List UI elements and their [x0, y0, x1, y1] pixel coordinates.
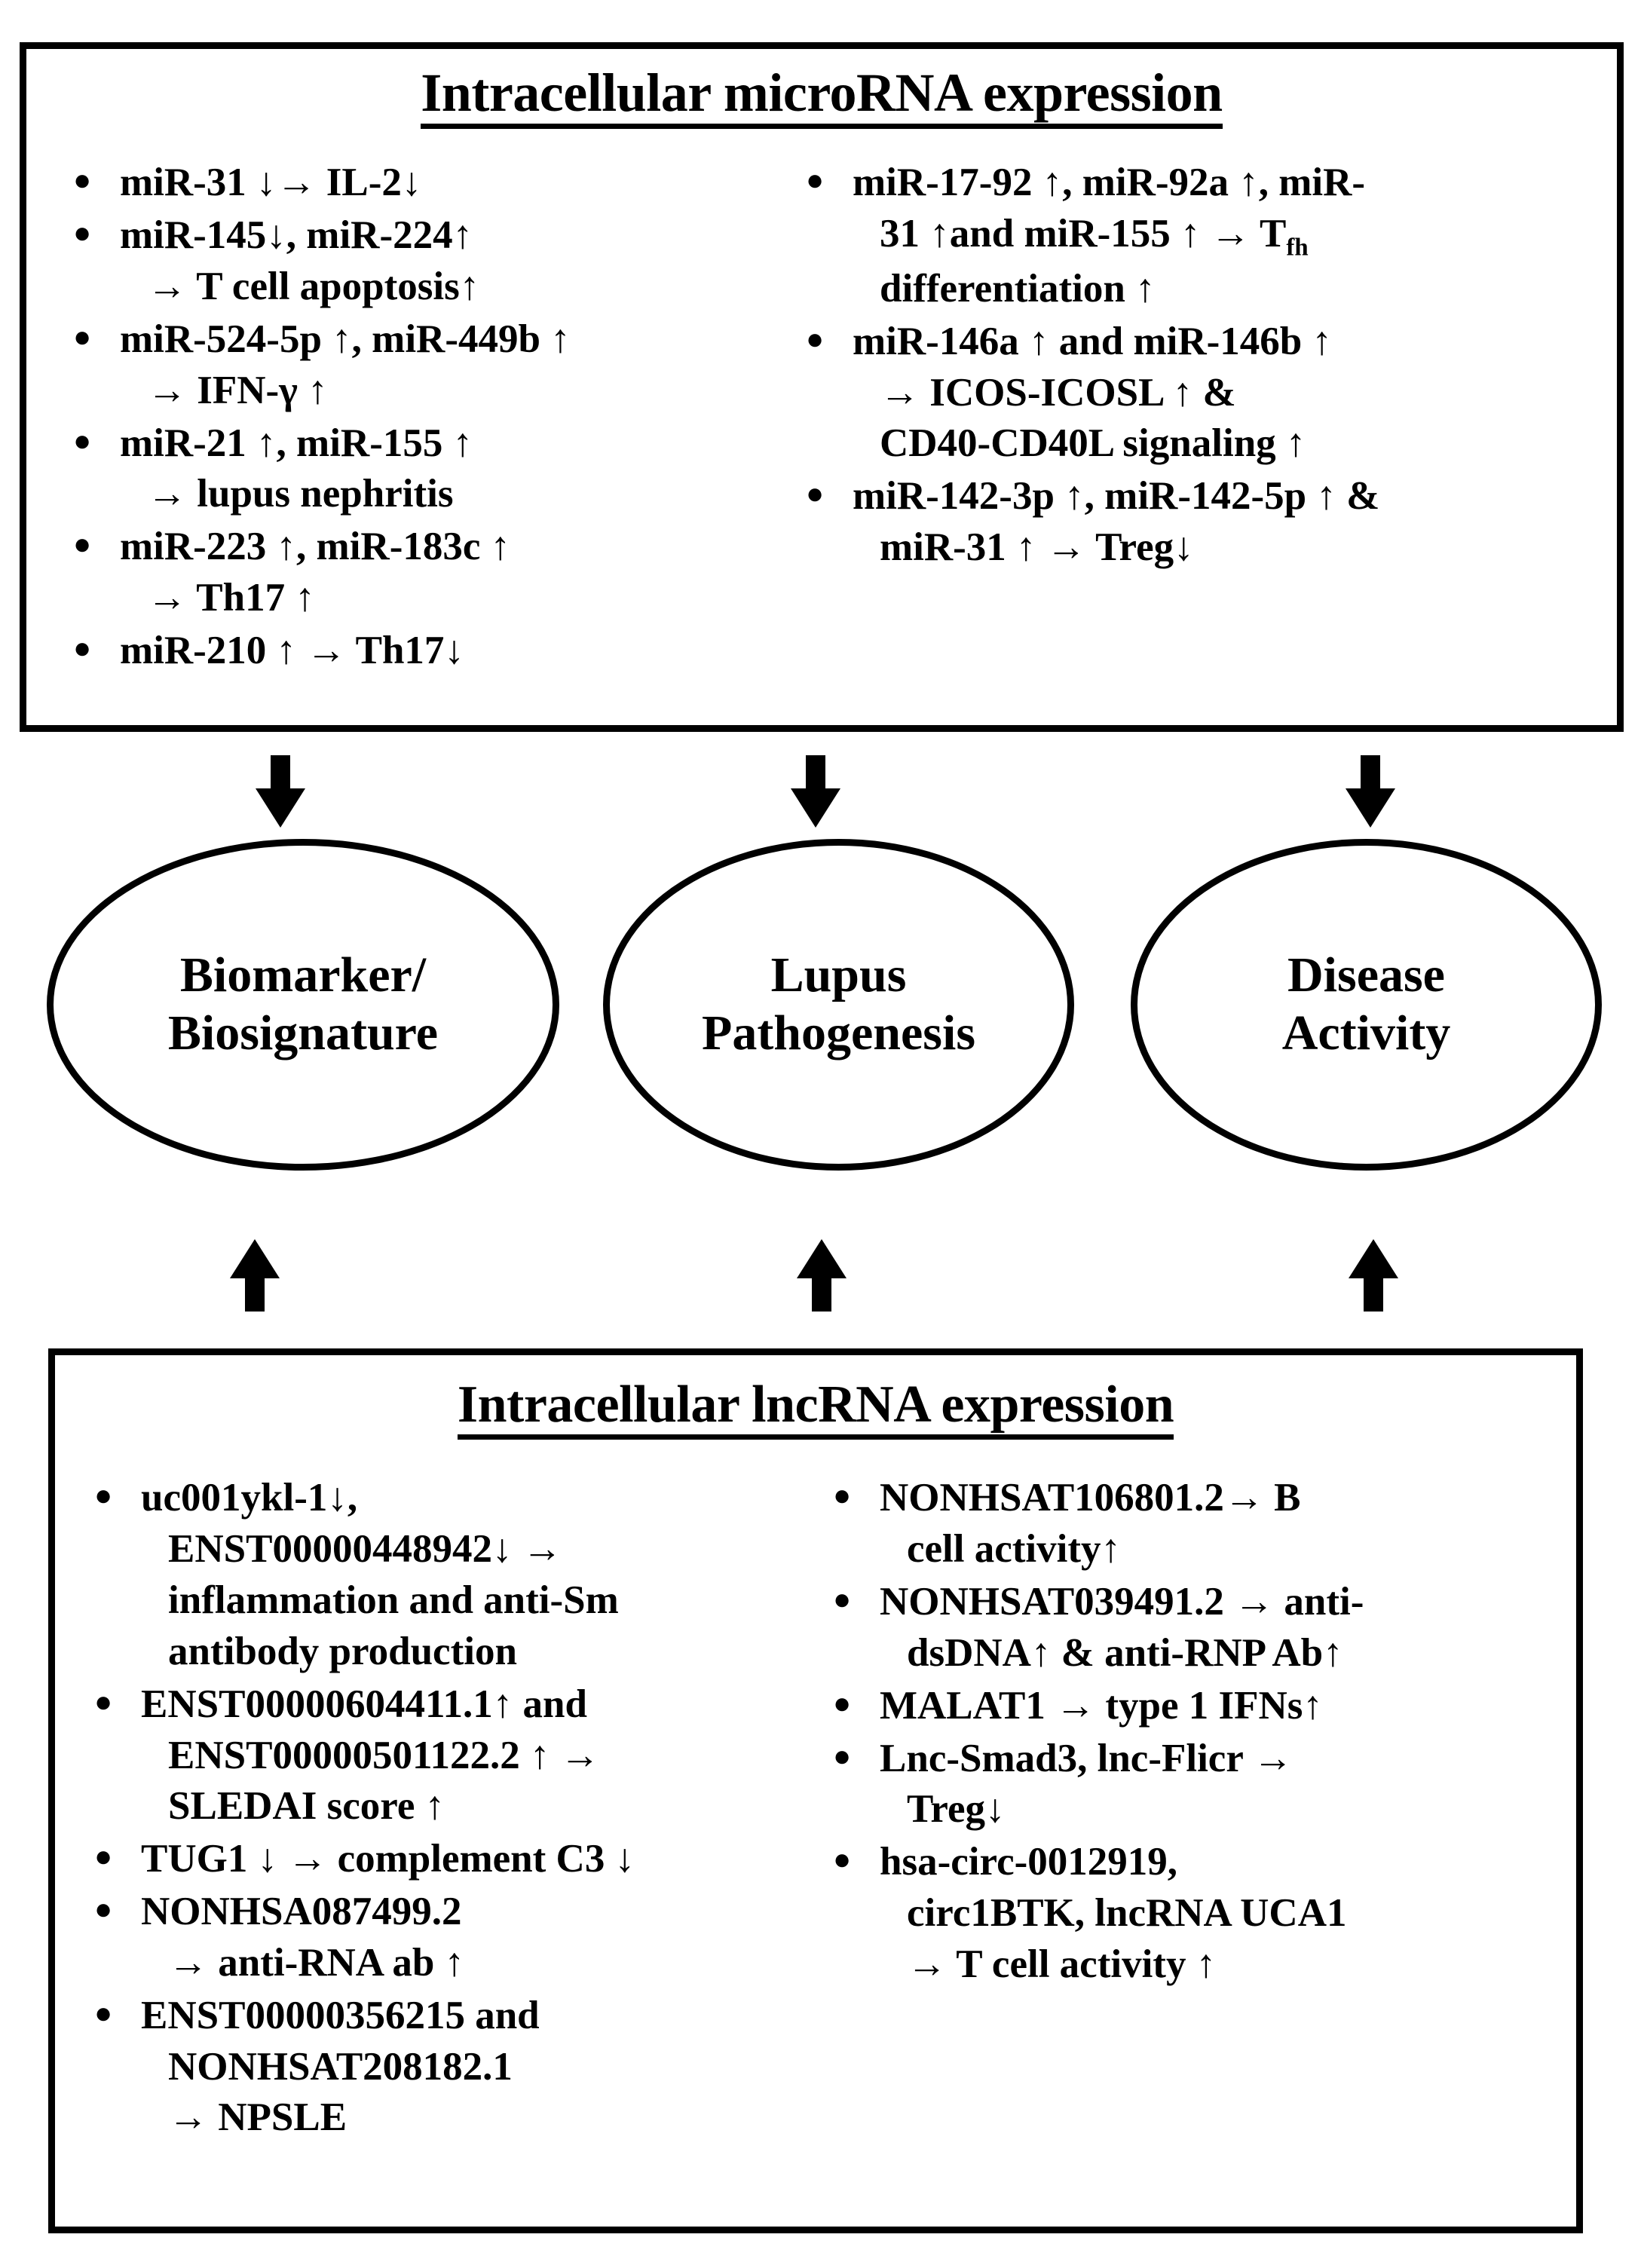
lncrna-left-bullet-line: inflammation and anti-Sm — [168, 1578, 619, 1623]
microrna-right-bullet-item — [801, 471, 1602, 574]
lncrna-left-bullet-line: NONHSA087499.2 — [141, 1890, 462, 1934]
arrow-head — [256, 788, 305, 828]
lncrna-left-bullet-line: ENST00000448942↓ → — [168, 1527, 562, 1572]
subscript: fh — [1286, 234, 1309, 262]
ellipse-label — [168, 947, 438, 1062]
lncrna-left-bullet-line: ENST00000604411.1↑ and — [141, 1682, 587, 1726]
lncrna-panel-title — [55, 1378, 1576, 1440]
lncrna-panel-title-text: Intracellular lncRNA expression — [458, 1378, 1174, 1440]
ellipse-disease-activity — [1131, 839, 1602, 1171]
lncrna-right-bullet-item — [828, 1734, 1563, 1836]
lncrna-left-bullet-item — [90, 1991, 809, 2144]
microrna-left-bullet-line: miR-145↓, miR-224↑ — [120, 213, 473, 258]
arrow-head — [791, 788, 840, 828]
microrna-panel-title — [26, 63, 1617, 129]
lncrna-right-bullet-item — [828, 1473, 1563, 1575]
microrna-left-bullet-line: → Th17 ↑ — [147, 576, 315, 620]
ellipse-label-line1: Biomarker/ — [179, 947, 427, 1003]
lncrna-right-bullet-item — [828, 1837, 1563, 1990]
lncrna-right-bullet-line: NONHSAT106801.2→ B — [880, 1476, 1301, 1520]
microrna-right-bullet-line: differentiation ↑ — [880, 266, 1156, 311]
microrna-left-bullet-line: → lupus nephritis — [147, 472, 454, 516]
microrna-right-bullet-line: miR-31 ↑ → Treg↓ — [880, 525, 1194, 570]
lncrna-left-bullet-item — [90, 1887, 809, 1989]
lncrna-left-bullet-line: uc001ykl-1↓, — [141, 1476, 358, 1520]
microrna-columns — [26, 133, 1617, 678]
lncrna-left-bullet-line: antibody production — [168, 1629, 517, 1673]
lncrna-left-column — [55, 1473, 809, 2145]
arrow-shaft — [245, 1277, 265, 1312]
microrna-right-bullet-line: miR-142-3p ↑, miR-142-5p ↑ & — [853, 474, 1380, 519]
microrna-left-bullet-line: miR-524-5p ↑, miR-449b ↑ — [120, 317, 571, 361]
arrow-head — [797, 1239, 847, 1278]
arrow-shaft — [1364, 1277, 1383, 1312]
lncrna-right-column — [809, 1473, 1563, 1991]
microrna-left-bullet-item — [69, 418, 780, 521]
microrna-expression-panel — [20, 42, 1624, 732]
lncrna-left-bullet-line: → NPSLE — [168, 2095, 347, 2140]
microrna-right-bullet-item — [801, 158, 1602, 314]
lncrna-right-bullet-line: MALAT1 → type 1 IFNs↑ — [880, 1683, 1323, 1728]
lncrna-left-bullet-line: NONHSAT208182.1 — [168, 2044, 513, 2089]
microrna-right-bullet-item — [801, 317, 1602, 470]
lncrna-left-bullet-item — [90, 1834, 809, 1885]
arrow-head — [1349, 1239, 1398, 1278]
lncrna-left-bullet-item — [90, 1679, 809, 1832]
ellipse-biomarker-biosignature — [47, 839, 559, 1171]
lncrna-left-bullet-line: TUG1 ↓ → complement C3 ↓ — [141, 1837, 635, 1881]
lncrna-right-bullet-item — [828, 1681, 1563, 1732]
lncrna-right-bullet-line: → T cell activity ↑ — [907, 1942, 1217, 1986]
ellipse-label — [702, 947, 975, 1062]
microrna-left-bullet-item — [69, 626, 780, 677]
lncrna-left-bullet-list — [90, 1473, 809, 2144]
microrna-left-bullet-line: → IFN-γ ↑ — [147, 368, 328, 412]
microrna-left-bullet-line: miR-31 ↓→ IL-2↓ — [120, 161, 422, 205]
microrna-right-bullet-line: miR-17-92 ↑, miR-92a ↑, miR- — [853, 161, 1366, 205]
lncrna-right-bullet-line: cell activity↑ — [907, 1527, 1122, 1572]
microrna-left-bullet-line: miR-21 ↑, miR-155 ↑ — [120, 421, 473, 465]
lncrna-right-bullet-line: NONHSAT039491.2 → anti- — [880, 1580, 1364, 1624]
ellipse-label-line2: Pathogenesis — [702, 1005, 975, 1061]
lncrna-right-bullet-line: dsDNA↑ & anti-RNP Ab↑ — [907, 1630, 1343, 1675]
microrna-left-bullet-item — [69, 522, 780, 624]
microrna-left-bullet-line: → T cell apoptosis↑ — [147, 265, 480, 309]
ellipse-lupus-pathogenesis — [603, 839, 1074, 1171]
lncrna-right-bullet-item — [828, 1577, 1563, 1679]
microrna-left-column — [26, 158, 780, 678]
microrna-left-bullet-line: miR-210 ↑ → Th17↓ — [120, 628, 464, 672]
arrow-shaft — [812, 1277, 831, 1312]
lncrna-right-bullet-line: Lnc-Smad3, lnc-Flicr → — [880, 1736, 1294, 1780]
lncrna-left-bullet-line: ENST00000501122.2 ↑ → — [168, 1733, 600, 1777]
microrna-right-column — [780, 158, 1602, 574]
microrna-left-bullet-item — [69, 210, 780, 313]
ellipse-label-line2: Activity — [1281, 1005, 1451, 1061]
lncrna-right-bullet-line: Treg↓ — [907, 1787, 1006, 1832]
arrow-head — [230, 1239, 280, 1278]
microrna-right-bullet-line: CD40-CD40L signaling ↑ — [880, 421, 1306, 466]
lncrna-left-bullet-item — [90, 1473, 809, 1677]
lncrna-right-bullet-line: circ1BTK, lncRNA UCA1 — [907, 1891, 1347, 1936]
arrow-head — [1346, 788, 1395, 828]
microrna-panel-title-text: Intracellular microRNA expression — [421, 66, 1222, 129]
microrna-left-bullet-line: miR-223 ↑, miR-183c ↑ — [120, 525, 511, 569]
lncrna-left-bullet-line: ENST00000356215 and — [141, 1993, 540, 2037]
ellipse-label — [1282, 947, 1451, 1062]
lncrna-columns — [55, 1444, 1576, 2145]
microrna-right-bullet-line: miR-146a ↑ and miR-146b ↑ — [853, 319, 1333, 363]
lncrna-expression-panel — [48, 1348, 1583, 2233]
lncrna-right-bullet-line: hsa-circ-0012919, — [880, 1840, 1177, 1884]
arrow-shaft — [806, 755, 825, 790]
microrna-left-bullet-item — [69, 314, 780, 417]
microrna-right-bullet-list — [801, 158, 1602, 573]
microrna-left-bullet-item — [69, 158, 780, 209]
ellipse-label-line1: Lupus — [770, 947, 907, 1003]
ellipse-label-line1: Disease — [1287, 947, 1445, 1003]
ellipse-label-line2: Biosignature — [167, 1005, 439, 1061]
microrna-right-bullet-line: → ICOS-ICOSL ↑ & — [880, 370, 1236, 415]
lncrna-left-bullet-line: SLEDAI score ↑ — [168, 1784, 445, 1829]
lncrna-right-bullet-list — [828, 1473, 1563, 1990]
arrow-shaft — [1361, 755, 1380, 790]
arrow-shaft — [271, 755, 290, 790]
microrna-right-bullet-line: 31 ↑and miR-155 ↑ → $T_{fh}$ — [880, 212, 1309, 262]
lncrna-left-bullet-line: → anti-RNA ab ↑ — [168, 1940, 465, 1985]
microrna-left-bullet-list — [69, 158, 780, 676]
